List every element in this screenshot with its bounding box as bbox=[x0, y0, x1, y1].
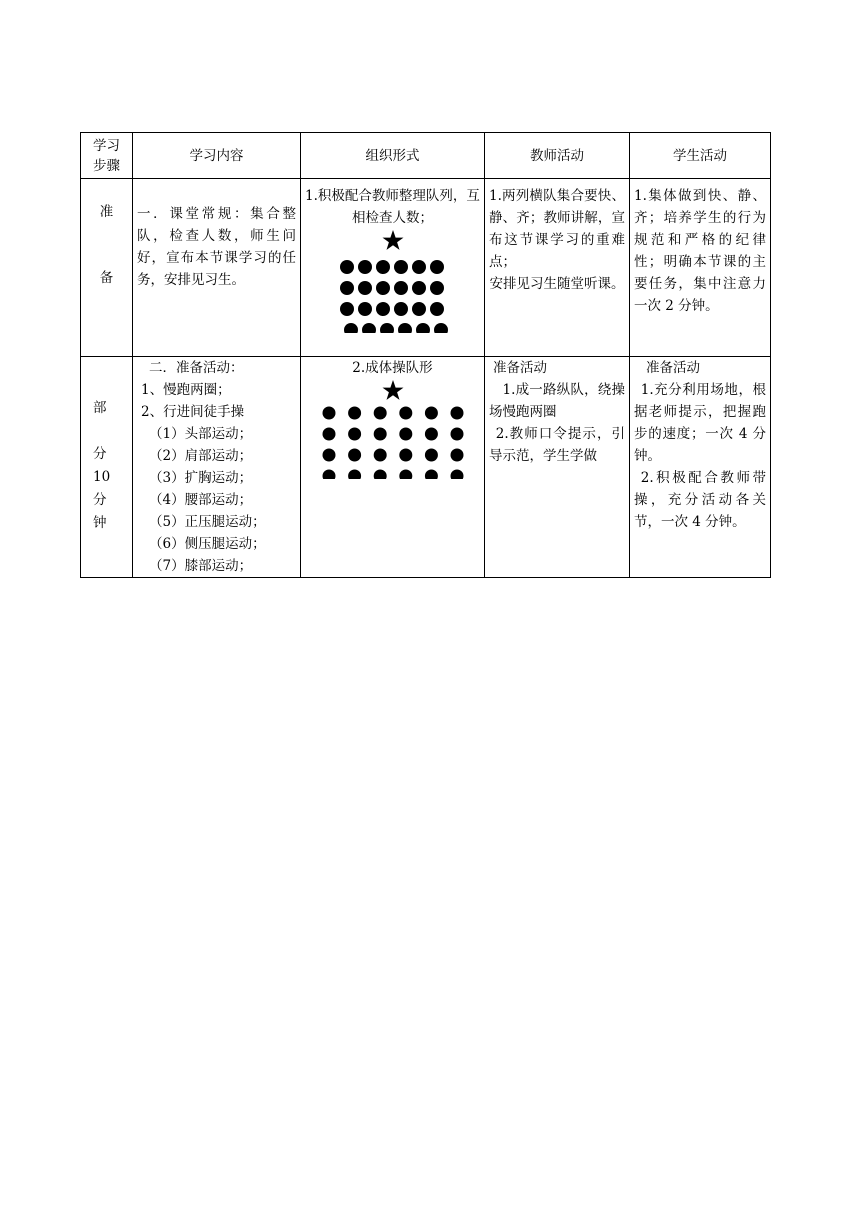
header-teacher: 教师活动 bbox=[485, 133, 630, 179]
warmup-line: （6）侧压腿运动； bbox=[149, 536, 266, 552]
step-warmup-line: 10 bbox=[93, 469, 111, 485]
student-dot bbox=[450, 449, 463, 462]
teacher-title-2: 准备活动 bbox=[493, 360, 547, 376]
student-dot bbox=[399, 449, 412, 462]
student-dot bbox=[430, 281, 444, 295]
organization-cell-1 bbox=[301, 179, 485, 357]
student-dot bbox=[450, 407, 463, 420]
lesson-plan-table bbox=[80, 132, 771, 578]
header-content: 学习内容 bbox=[133, 133, 301, 179]
warmup-line: 二．准备活动： bbox=[149, 360, 244, 376]
student-dot bbox=[424, 407, 437, 420]
formation-diagram-1 bbox=[333, 229, 453, 333]
teacher-star-icon bbox=[382, 380, 403, 400]
header-step bbox=[81, 133, 133, 179]
student-dot bbox=[412, 302, 426, 316]
student-dot bbox=[373, 407, 386, 420]
teacher-text-1a: 1.两列横队集合要快、静、齐；教师讲解，宣布这节课学习的重难点； bbox=[489, 188, 625, 270]
step-prep-top: 准 bbox=[99, 204, 114, 220]
content-cell-routine bbox=[133, 179, 301, 357]
student-dot bbox=[434, 323, 448, 333]
student-dot bbox=[376, 260, 390, 274]
step-warmup-line: 分 bbox=[93, 492, 107, 508]
teacher-text-2b: 2.教师口令提示，引导示范，学生学做 bbox=[489, 426, 625, 464]
student-dot bbox=[322, 407, 335, 420]
warmup-row bbox=[81, 357, 771, 578]
teacher-star-icon bbox=[382, 230, 403, 250]
student-dot bbox=[424, 470, 437, 480]
header-organization: 组织形式 bbox=[301, 133, 485, 179]
student-dot bbox=[340, 260, 354, 274]
student-dot bbox=[394, 260, 408, 274]
student-text-1: 1.集体做到快、静、齐；培养学生的行为规范和严格的纪律性；明确本节课的主要任务，集中注意力一次 2 分钟。 bbox=[634, 188, 766, 314]
student-dot bbox=[450, 428, 463, 441]
student-dot bbox=[424, 449, 437, 462]
student-cell-2 bbox=[630, 357, 771, 578]
step-prep-bottom: 备 bbox=[99, 270, 114, 286]
student-dot bbox=[424, 428, 437, 441]
step-warmup-line bbox=[93, 420, 128, 443]
organization-text-2: 2.成体操队形 bbox=[352, 360, 433, 376]
student-dot bbox=[399, 470, 412, 480]
student-dot bbox=[373, 428, 386, 441]
student-dot bbox=[358, 260, 372, 274]
student-cell-1 bbox=[630, 179, 771, 357]
organization-cell-2 bbox=[301, 357, 485, 578]
header-row bbox=[81, 133, 771, 179]
warmup-line: （5）正压腿运动； bbox=[149, 514, 266, 530]
student-dot bbox=[450, 470, 463, 480]
student-dot bbox=[322, 470, 335, 480]
warmup-line: （3）扩胸运动； bbox=[149, 470, 253, 486]
student-dot bbox=[394, 281, 408, 295]
student-dot bbox=[322, 428, 335, 441]
student-text-2a: 1.充分利用场地，根据老师提示，把握跑步的速度；一次 4 分钟。 bbox=[634, 382, 766, 464]
student-dot bbox=[399, 407, 412, 420]
student-dot bbox=[348, 428, 361, 441]
student-dot bbox=[376, 302, 390, 316]
header-step-line2: 步骤 bbox=[93, 157, 120, 174]
warmup-line: 2、行进间徒手操 bbox=[141, 404, 245, 420]
routine-text: 一．课堂常规：集合整队，检查人数，师生问好，宣布本节课学习的任务，安排见习生。 bbox=[137, 206, 296, 288]
warmup-line: （4）腰部运动； bbox=[149, 492, 253, 508]
formation-diagram-2 bbox=[319, 379, 467, 479]
organization-text-1: 1.积极配合教师整理队列，互相检查人数； bbox=[305, 188, 480, 226]
warmup-line: （2）肩部运动； bbox=[149, 448, 253, 464]
student-dot bbox=[380, 323, 394, 333]
student-dots-1 bbox=[340, 260, 448, 333]
step-cell-prep bbox=[81, 179, 133, 357]
student-dot bbox=[416, 323, 430, 333]
student-dot bbox=[373, 449, 386, 462]
step-warmup-line: 钟 bbox=[93, 515, 107, 531]
header-step-line1: 学习 bbox=[93, 137, 120, 154]
preparation-row bbox=[81, 179, 771, 357]
student-title-2: 准备活动 bbox=[646, 360, 700, 376]
teacher-cell-1 bbox=[485, 179, 630, 357]
student-dot bbox=[430, 260, 444, 274]
student-dot bbox=[398, 323, 412, 333]
student-dot bbox=[362, 323, 376, 333]
teacher-text-1b: 安排见习生随堂听课。 bbox=[489, 276, 625, 292]
teacher-cell-2 bbox=[485, 357, 630, 578]
student-dot bbox=[348, 449, 361, 462]
student-dot bbox=[394, 302, 408, 316]
student-dot bbox=[358, 281, 372, 295]
student-dot bbox=[412, 260, 426, 274]
student-text-2b: 2.积极配合教师带操，充分活动各关节，一次 4 分钟。 bbox=[634, 470, 766, 530]
student-dot bbox=[348, 407, 361, 420]
student-dot bbox=[348, 470, 361, 480]
warmup-line: 1、慢跑两圈； bbox=[141, 382, 231, 398]
warmup-line: （7）膝部运动； bbox=[149, 558, 253, 574]
student-dot bbox=[376, 281, 390, 295]
student-dot bbox=[344, 323, 358, 333]
step-warmup-line: 部 bbox=[93, 400, 107, 416]
step-cell-warmup bbox=[81, 357, 133, 578]
student-dot bbox=[399, 428, 412, 441]
step-warmup-line: 分 bbox=[93, 446, 107, 462]
student-dot bbox=[412, 281, 426, 295]
student-dot bbox=[358, 302, 372, 316]
student-dot bbox=[340, 302, 354, 316]
student-dot bbox=[322, 449, 335, 462]
teacher-text-2a: 1.成一路纵队，绕操场慢跑两圈 bbox=[489, 382, 625, 420]
header-student: 学生活动 bbox=[630, 133, 771, 179]
content-cell-warmup bbox=[133, 357, 301, 578]
warmup-line: （1）头部运动； bbox=[149, 426, 253, 442]
student-dot bbox=[373, 470, 386, 480]
student-dot bbox=[340, 281, 354, 295]
student-dot bbox=[430, 302, 444, 316]
student-dots-2 bbox=[322, 407, 463, 480]
